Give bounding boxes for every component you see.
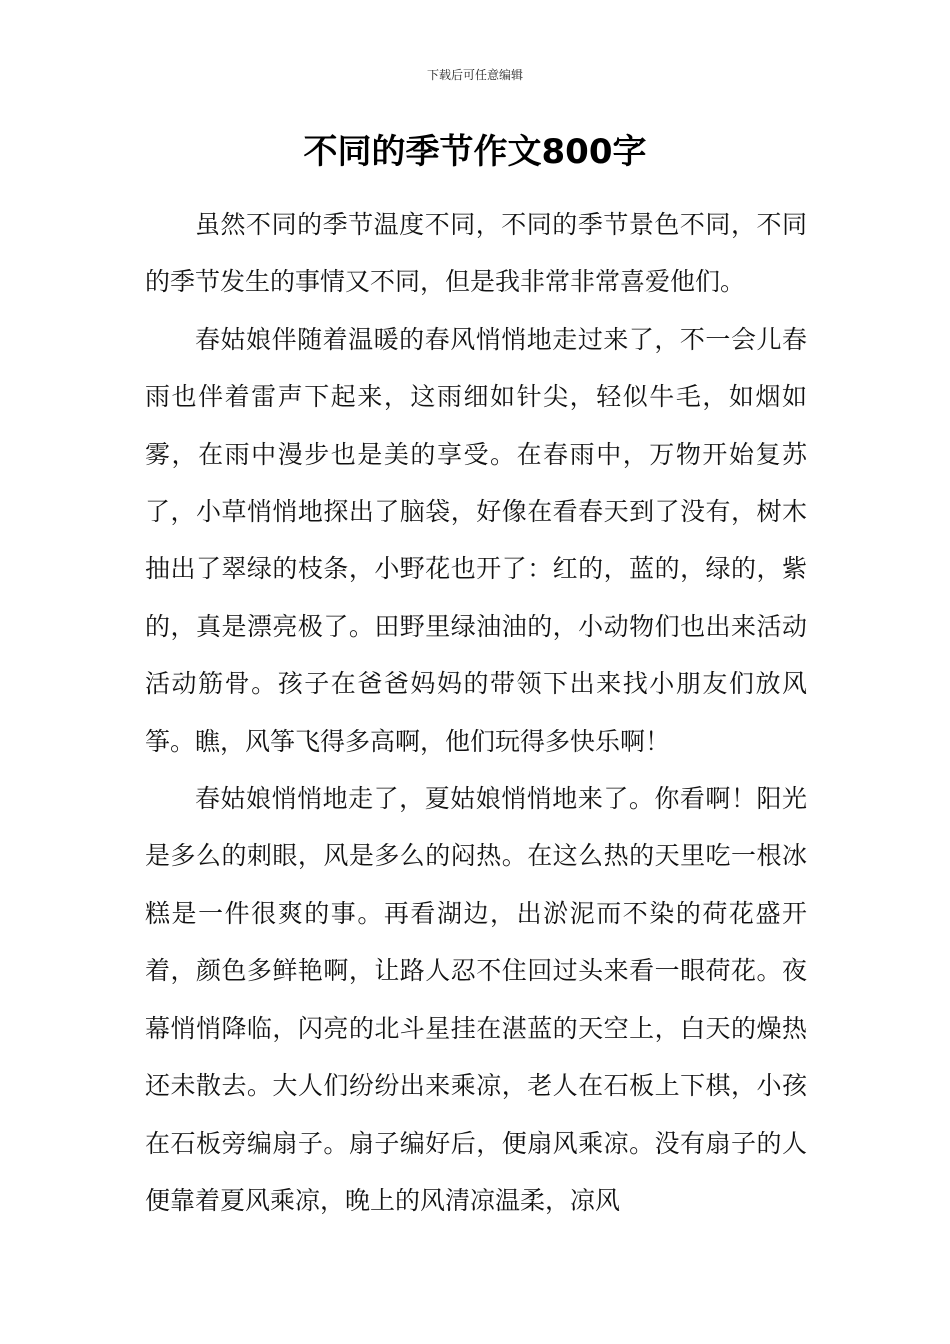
page-title: 不同的季节作文800字 (303, 132, 647, 172)
paragraph-1: 虽然不同的季节温度不同，不同的季节景色不同，不同的季节发生的事情又不同，但是我非常非常喜爱他们。 (145, 210, 807, 297)
paragraph-2: 春姑娘伴随着温暖的春风悄悄地走过来了，不一会儿春雨也伴着雷声下起来，这雨细如针尖，轻似牛毛，如烟如雾，在雨中漫步也是美的享受。在春雨中，万物开始复苏了，小草悄悄地探出了脑袋，好像在看春天到了没有，树木抽出了翠绿的枝条，小野花也开了：红的，蓝的，绿的，紫的，真是漂亮极了。田野里绿油油的，小动物们也出来活动活动筋骨。孩子在爸爸妈妈的带领下出来找小朋友们放风筝。瞧，风筝飞得多高啊，他们玩得多快乐啊！ (145, 324, 807, 756)
paragraph-3: 春姑娘悄悄地走了，夏姑娘悄悄地来了。你看啊！阳光是多么的刺眼，风是多么的闷热。在这么热的天里吃一根冰糕是一件很爽的事。再看湖边，出淤泥而不染的荷花盛开着，颜色多鲜艳啊，让路人忍不住回过头来看一眼荷花。夜幕悄悄降临，闪亮的北斗星挂在湛蓝的天空上，白天的燥热还未散去。大人们纷纷出来乘凉，老人在石板上下棋，小孩在石板旁编扇子。扇子编好后，便扇风乘凉。没有扇子的人便靠着夏风乘凉，晚上的风清凉温柔，凉风 (145, 784, 807, 1215)
essay-body (145, 196, 807, 1229)
header-note: 下载后可任意编辑 (426, 68, 523, 82)
